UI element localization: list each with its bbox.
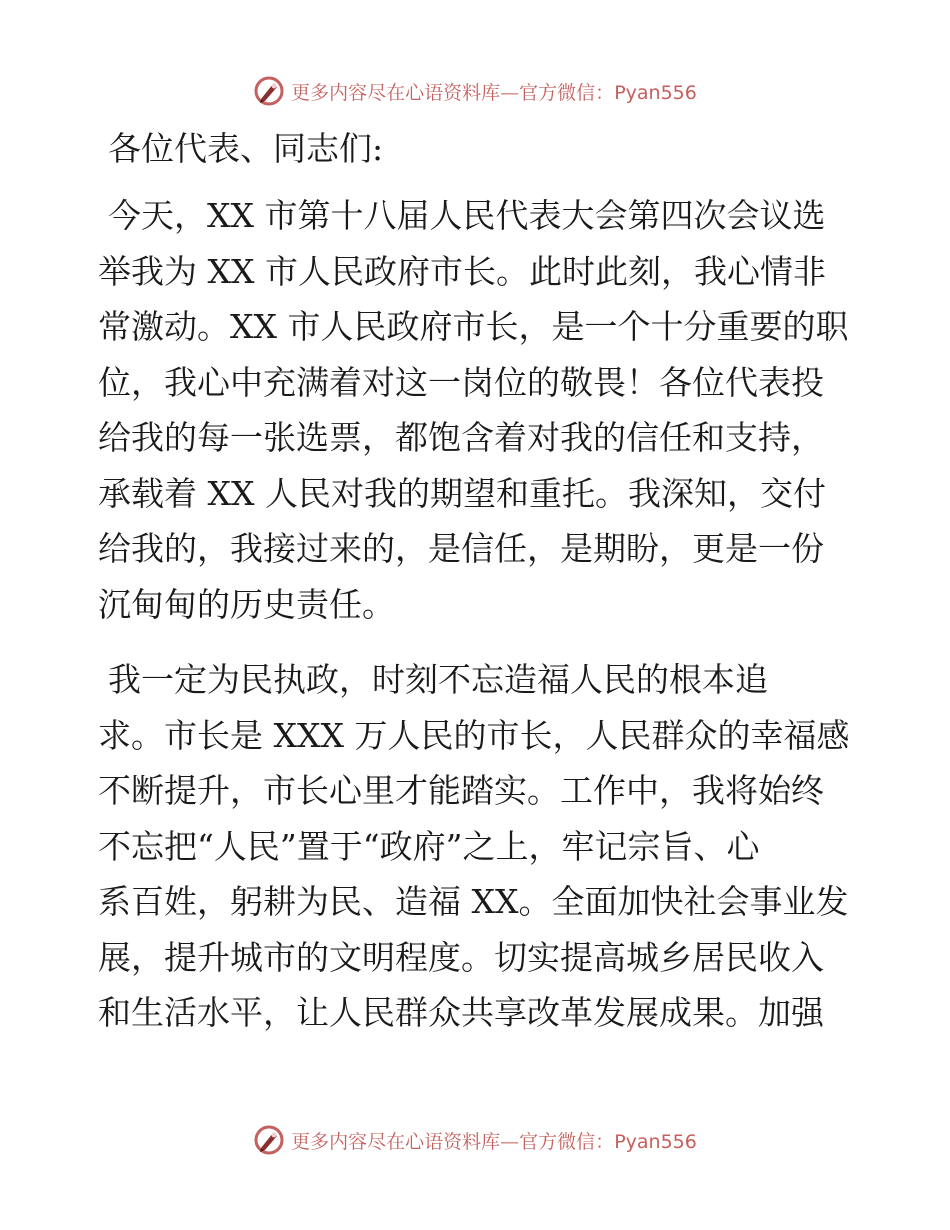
watermark-separator: — [500,81,520,104]
paragraph-line: 求。市长是 XXX 万人民的市长，人民群众的幸福感 [98,715,850,755]
paragraph-line: 展，提升城市的文明程度。切实提高城乡居民收入 [98,937,824,977]
watermark-wechat-id: Pyan556 [614,81,697,104]
paragraph-line: 承载着 XX 人民对我的期望和重托。我深知，交付 [98,473,826,513]
paragraph-2 [98,652,868,1041]
paragraph-line: 给我的，我接过来的，是信任，是期盼，更是一份 [98,529,824,568]
paragraph-line: 系百姓，躬耕为民、造福 XX。全面加快社会事业发 [98,882,849,921]
watermark-main: 更多内容尽在心语资料库 [291,81,501,104]
paragraph-line: 和生活水平，让人民群众共享改革发展成果。加强 [98,993,824,1032]
pen-logo-icon [253,75,285,107]
watermark-text [291,1127,697,1154]
pen-logo-icon [253,1124,285,1156]
paragraph-line: 给我的每一张选票，都饱含着对我的信任和支持， [98,418,824,457]
watermark-wechat-label: 官方微信： [519,81,615,104]
watermark-text [291,78,697,105]
paragraph-line: 位，我心中充满着对这一岗位的敬畏！各位代表投 [98,362,824,402]
footer-watermark [0,1120,950,1160]
paragraph-line: 举我为 XX 市人民政府市长。此时此刻，我心情非 [98,251,826,291]
paragraph-line: 不忘把“人民”置于“政府”之上，牢记宗旨、心 [98,826,760,866]
paragraph-line: 常激动。XX 市人民政府市长，是一个十分重要的职 [98,307,849,346]
paragraph-line: 不断提升，市长心里才能踏实。工作中，我将始终 [98,771,824,810]
paragraph-line: 我一定为民执政，时刻不忘造福人民的根本追 [108,660,768,699]
watermark-wechat-id: Pyan556 [614,1130,697,1153]
header-watermark [0,71,950,111]
paragraph-line: 沉甸甸的历史责任。 [98,584,395,624]
watermark-separator: — [500,1130,520,1153]
watermark-wechat-label: 官方微信： [519,1130,615,1153]
paragraph-1 [98,188,868,632]
document-body [98,122,868,1061]
salutation: 各位代表、同志们: [108,129,384,168]
watermark-main: 更多内容尽在心语资料库 [291,1130,501,1153]
paragraph-line: 今天，XX 市第十八届人民代表大会第四次会议选 [108,196,826,235]
